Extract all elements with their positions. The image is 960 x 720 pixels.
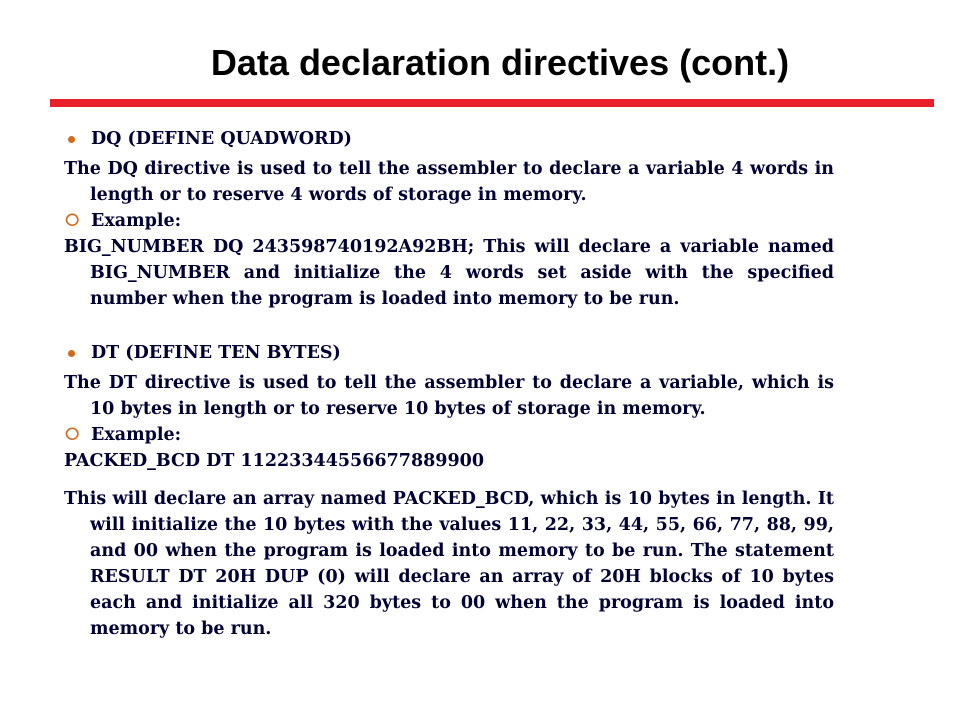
dq-example-label-item [64, 208, 834, 234]
section-spacer [64, 312, 834, 338]
dt-example-code: PACKED_BCD DT 11223344556677889900 [64, 451, 484, 471]
dt-heading: DT (DEFINE TEN BYTES) [91, 343, 341, 363]
hollow-bullet-icon: ⭘ [65, 210, 80, 231]
dt-description: The DT directive is used to tell the assembler to declare a variable, which is 10 bytes in length or to reserve 10 bytes of storage in memory. [64, 373, 834, 419]
title-underline-rule [50, 99, 934, 107]
slide-content [64, 124, 834, 642]
slide-title: Data declaration directives (cont.) [210, 42, 790, 83]
dq-description: The DQ directive is used to tell the assembler to declare a variable 4 words in length or to reserve 4 words of storage in memory. [64, 159, 834, 205]
paragraph-spacer [64, 474, 834, 486]
dq-example-text: BIG_NUMBER DQ 243598740192A92BH; This will declare a variable named BIG_NUMBER and initialize the 4 words set aside with the specified number when the program is loaded into memory to be run. [64, 237, 834, 309]
dt-explanation: This will declare an array named PACKED_BCD, which is 10 bytes in length. It will initialize the 10 bytes with the values 11, 22, 33, 44, 55, 66, 77, 88, 99, and 00 when the program is loaded into memory to be run. The statement RESULT DT 20H DUP (0) will declare an array of 20H blocks of 10 bytes each and initialize all 320 bytes to 00 when the program is loaded into memory to be run. [64, 489, 834, 639]
hollow-bullet-icon: ⭘ [65, 424, 80, 445]
dt-example-label-item [64, 422, 834, 448]
dt-heading-item [64, 340, 834, 366]
dt-example-label: Example: [91, 425, 182, 445]
dq-heading-item [64, 126, 834, 152]
bullet-dot-icon [68, 136, 75, 143]
bullet-dot-icon [68, 350, 75, 357]
dq-heading: DQ (DEFINE QUADWORD) [91, 129, 352, 149]
dq-example-label: Example: [91, 211, 182, 231]
